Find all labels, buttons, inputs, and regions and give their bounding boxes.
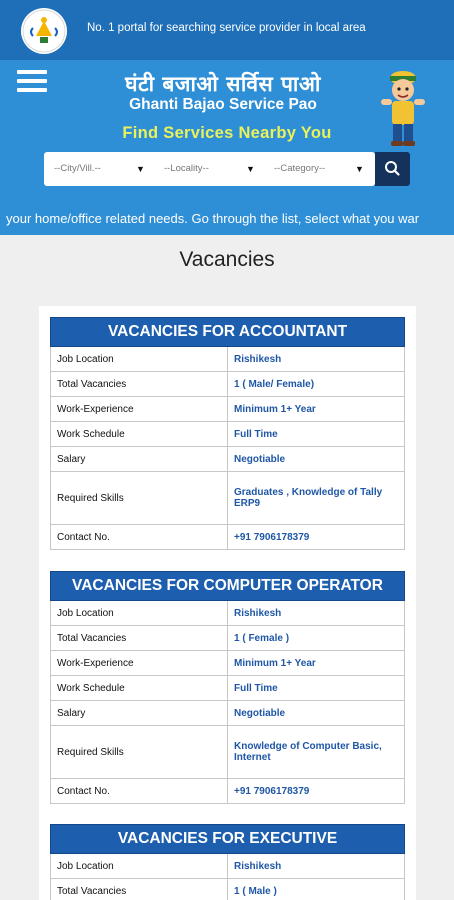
table-row — [51, 854, 405, 879]
site-header — [0, 60, 454, 235]
row-value: Rishikesh — [228, 601, 405, 626]
contact-number-link[interactable]: +91 7906178379 — [228, 525, 405, 550]
table-row — [51, 779, 405, 804]
site-logo-icon[interactable] — [21, 8, 67, 54]
row-label: Total Vacancies — [51, 626, 228, 651]
table-row — [51, 347, 405, 372]
vacancy-heading: VACANCIES FOR COMPUTER OPERATOR — [51, 572, 405, 601]
row-value: Rishikesh — [228, 347, 405, 372]
chevron-down-icon: ▼ — [355, 164, 364, 174]
table-row — [51, 447, 405, 472]
table-row — [51, 601, 405, 626]
vacancy-table-accountant — [50, 317, 405, 550]
brand-name-hindi[interactable]: घंटी बजाओ सर्विस पाओ — [125, 71, 321, 96]
row-value: 1 ( Male ) — [228, 879, 405, 900]
category-select[interactable] — [264, 152, 375, 186]
city-select-placeholder: --City/Vill.-- — [54, 163, 101, 174]
row-value: Full Time — [228, 422, 405, 447]
chevron-down-icon: ▼ — [246, 164, 255, 174]
vacancy-heading: VACANCIES FOR ACCOUNTANT — [51, 318, 405, 347]
row-value: Minimum 1+ Year — [228, 397, 405, 422]
row-label: Work-Experience — [51, 397, 228, 422]
row-value: 1 ( Male/ Female) — [228, 372, 405, 397]
table-row — [51, 472, 405, 525]
table-row — [51, 525, 405, 550]
row-value: Full Time — [228, 676, 405, 701]
table-row — [51, 701, 405, 726]
chevron-down-icon: ▼ — [136, 164, 145, 174]
hamburger-menu-icon[interactable] — [17, 68, 47, 94]
locality-select[interactable] — [154, 152, 264, 186]
search-icon — [375, 152, 410, 186]
search-button[interactable] — [375, 152, 410, 186]
row-label: Work Schedule — [51, 422, 228, 447]
row-value: Knowledge of Computer Basic, Internet — [228, 726, 405, 779]
city-select[interactable] — [44, 152, 154, 186]
search-bar — [44, 152, 375, 186]
table-row — [51, 397, 405, 422]
row-value: Graduates , Knowledge of Tally ERP9 — [228, 472, 405, 525]
row-label: Required Skills — [51, 726, 228, 779]
row-label: Total Vacancies — [51, 372, 228, 397]
row-label: Job Location — [51, 347, 228, 372]
row-label: Job Location — [51, 854, 228, 879]
vacancy-table-computer-operator — [50, 571, 405, 804]
row-label: Work-Experience — [51, 651, 228, 676]
scrolling-announcement — [0, 203, 454, 233]
announcement-text: your home/office related needs. Go through the list, select what you war — [6, 211, 420, 226]
header-subtitle: Find Services Nearby You — [122, 124, 332, 142]
row-label: Contact No. — [51, 779, 228, 804]
row-label: Contact No. — [51, 525, 228, 550]
table-row — [51, 726, 405, 779]
row-value: Negotiable — [228, 447, 405, 472]
table-row — [51, 372, 405, 397]
row-label: Total Vacancies — [51, 879, 228, 900]
row-label: Work Schedule — [51, 676, 228, 701]
table-row — [51, 422, 405, 447]
row-value: Minimum 1+ Year — [228, 651, 405, 676]
table-row — [51, 651, 405, 676]
top-bar — [0, 0, 454, 60]
row-label: Job Location — [51, 601, 228, 626]
brand-name-english[interactable]: Ghanti Bajao Service Pao — [129, 96, 317, 113]
row-label: Required Skills — [51, 472, 228, 525]
site-tagline: No. 1 portal for searching service provider in local area — [87, 22, 366, 34]
row-label: Salary — [51, 701, 228, 726]
table-row — [51, 676, 405, 701]
row-value: Negotiable — [228, 701, 405, 726]
category-select-placeholder: --Category-- — [274, 163, 326, 174]
table-row — [51, 879, 405, 900]
locality-select-placeholder: --Locality-- — [164, 163, 209, 174]
row-label: Salary — [51, 447, 228, 472]
vacancy-table-executive — [50, 824, 405, 900]
row-value: Rishikesh — [228, 854, 405, 879]
contact-number-link[interactable]: +91 7906178379 — [228, 779, 405, 804]
vacancy-heading: VACANCIES FOR EXECUTIVE — [51, 825, 405, 854]
row-value: 1 ( Female ) — [228, 626, 405, 651]
table-row — [51, 626, 405, 651]
vacancies-card — [39, 306, 416, 900]
page-title: Vacancies — [179, 248, 275, 271]
